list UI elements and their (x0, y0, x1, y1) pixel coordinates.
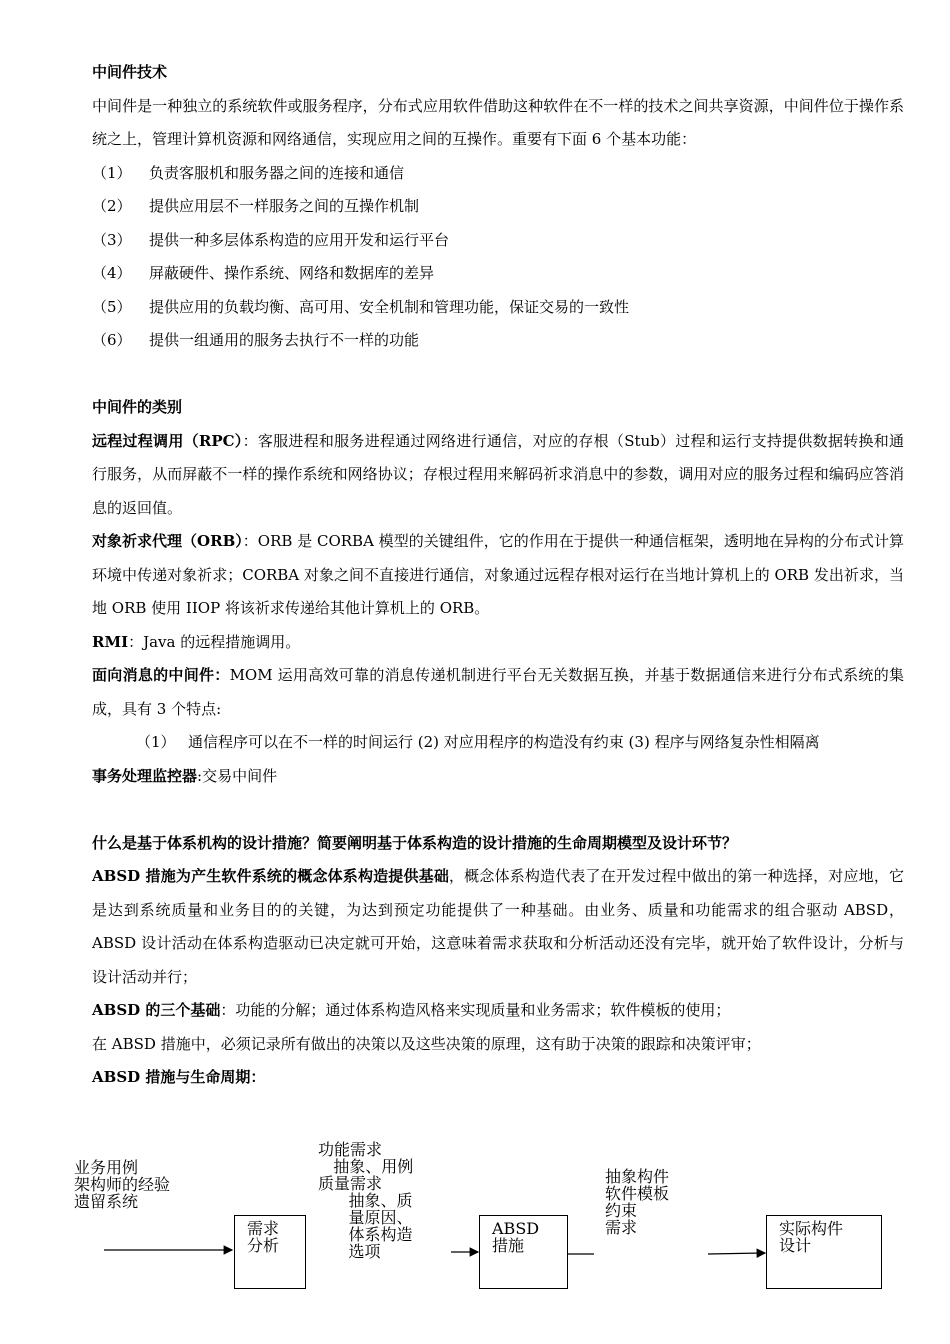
list-num: （1） (136, 733, 176, 751)
section-title-middleware-types: 中间件的类别 (92, 398, 183, 416)
list-text: 提供一种多层体系构造的应用开发和运行平台 (149, 230, 450, 249)
mom-label: 面向消息的中间件： (92, 666, 230, 684)
requirements-analysis-box (234, 1215, 306, 1289)
list-num: （1） (92, 163, 132, 182)
rmi-label: RMI (92, 632, 129, 651)
arrow-to-component-design (708, 1253, 765, 1254)
rmi-paragraph (92, 626, 904, 660)
list-num: （6） (92, 331, 132, 349)
middle-notes: 功能需求 抽象、用例 质量需求 抽象、质 量原因、 体系构造 选项 (318, 1140, 414, 1261)
absd-p1-text: ，概念体系构造代表了在开发过程中做出的第一种选择，对应地，它是达到系统质量和业务目的的关键，为达到预定功能提供了一种基础。由业务、质量和功能需求的组合驱动 ABSD，ABSD 设计活动在体系构造驱动已决定就可开始，这意味着需求获取和分析活动还没有完毕，就开始了软件设计，分析与设计活动并行； (92, 867, 904, 986)
middleware-intro: 中间件是一种独立的系统软件或服务程序，分布式应用软件借助这种软件在不一样的技术之间共享资源，中间件位于操作系统之上，管理计算机资源和网络通信，实现应用之间的互操作。重要有下面 6 个基本功能： (92, 96, 904, 148)
list-text: 负责客服机和服务器之间的连接和通信 (149, 163, 405, 182)
list-text: 屏蔽硬件、操作系统、网络和数据库的差异 (149, 264, 435, 282)
list-item (92, 291, 904, 325)
orb-text: ：ORB 是 CORBA 模型的关键组件，它的作用在于提供一种通信框架，透明地在异构的分布式计算环境中传递对象祈求；CORBA 对象之间不直接进行通信，对象通过远程存根对运行在当地计算机上的 ORB 发出祈求，当地 ORB 使用 IIOP 将该祈求传递给其他计算机上的 ORB。 (92, 532, 904, 617)
list-num: （5） (92, 297, 132, 316)
mom-text: MOM 运用高效可靠的消息传递机制进行平台无关数据互换，并基于数据通信来进行分布式系统的集成，具有 3 个特点: (92, 666, 904, 718)
tp-paragraph (92, 760, 904, 794)
requirements-analysis-label: 需求 分析 (247, 1219, 280, 1255)
list-num: （4） (92, 264, 132, 282)
rpc-paragraph (92, 425, 904, 526)
input-notes: 业务用例 架构师的经验 遗留系统 (74, 1158, 171, 1211)
absd-method-label: ABSD 措施 (492, 1219, 540, 1255)
document-body (92, 56, 904, 1095)
absd-lifecycle-diagram (0, 1130, 950, 1344)
absd-p1-label: ABSD 措施为产生软件系统的概念体系构造提供基础 (92, 867, 449, 885)
orb-paragraph (92, 525, 904, 626)
rmi-text: ：Java 的远程措施调用。 (128, 632, 301, 651)
list-num: （3） (92, 230, 132, 249)
mom-features (92, 726, 904, 760)
output-notes: 抽象构件 软件模板 约束 需求 (605, 1167, 670, 1237)
component-design-box (766, 1215, 882, 1289)
list-text: 提供应用的负载均衡、高可用、安全机制和管理功能，保证交易的一致性 (149, 297, 630, 316)
absd-lifecycle-label: ABSD 措施与生命周期： (92, 1068, 266, 1086)
absd-paragraph-3: 在 ABSD 措施中，必须记录所有做出的决策以及这些决策的原理，这有助于决策的跟踪和决策评审； (92, 1034, 761, 1053)
absd-p2-label: ABSD 的三个基础 (92, 1001, 221, 1019)
rpc-label: 远程过程调用（RPC） (92, 431, 243, 450)
list-num: （2） (92, 197, 132, 215)
tp-label: 事务处理监控器 (92, 766, 198, 785)
rpc-text: ：客服进程和服务进程通过网络进行通信，对应的存根（Stub）过程和运行支持提供数据转换和通行服务，从而屏蔽不一样的操作系统和网络协议；存根过程用来解码祈求消息中的参数，调用对应的服务过程和编码应答消息的返回值。 (92, 431, 905, 517)
component-design-label: 实际构件 设计 (779, 1219, 844, 1255)
list-item (92, 190, 904, 224)
absd-paragraph-1 (92, 860, 904, 994)
absd-method-box (479, 1215, 568, 1289)
absd-p2-text: ：功能的分解；通过体系构造风格来实现质量和业务需求；软件模板的使用； (220, 1001, 731, 1019)
list-item (92, 324, 904, 358)
list-item (92, 224, 904, 258)
list-text: 提供一组通用的服务去执行不一样的功能 (149, 331, 420, 349)
orb-label: 对象祈求代理（ORB） (92, 532, 243, 550)
absd-paragraph-2 (92, 994, 904, 1028)
list-text: 通信程序可以在不一样的时间运行 (2) 对应用程序的构造没有约束 (3) 程序与网络复杂性相隔离 (188, 733, 820, 751)
section-title-middleware-tech: 中间件技术 (92, 63, 168, 81)
list-item (92, 157, 904, 191)
function-list (92, 157, 904, 358)
mom-paragraph (92, 659, 904, 726)
list-text: 提供应用层不一样服务之间的互操作机制 (149, 197, 420, 215)
list-item (92, 257, 904, 291)
absd-question: 什么是基于体系机构的设计措施？简要阐明基于体系构造的设计措施的生命周期模型及设计环节？ (92, 833, 738, 852)
tp-text: :交易中间件 (197, 766, 278, 785)
